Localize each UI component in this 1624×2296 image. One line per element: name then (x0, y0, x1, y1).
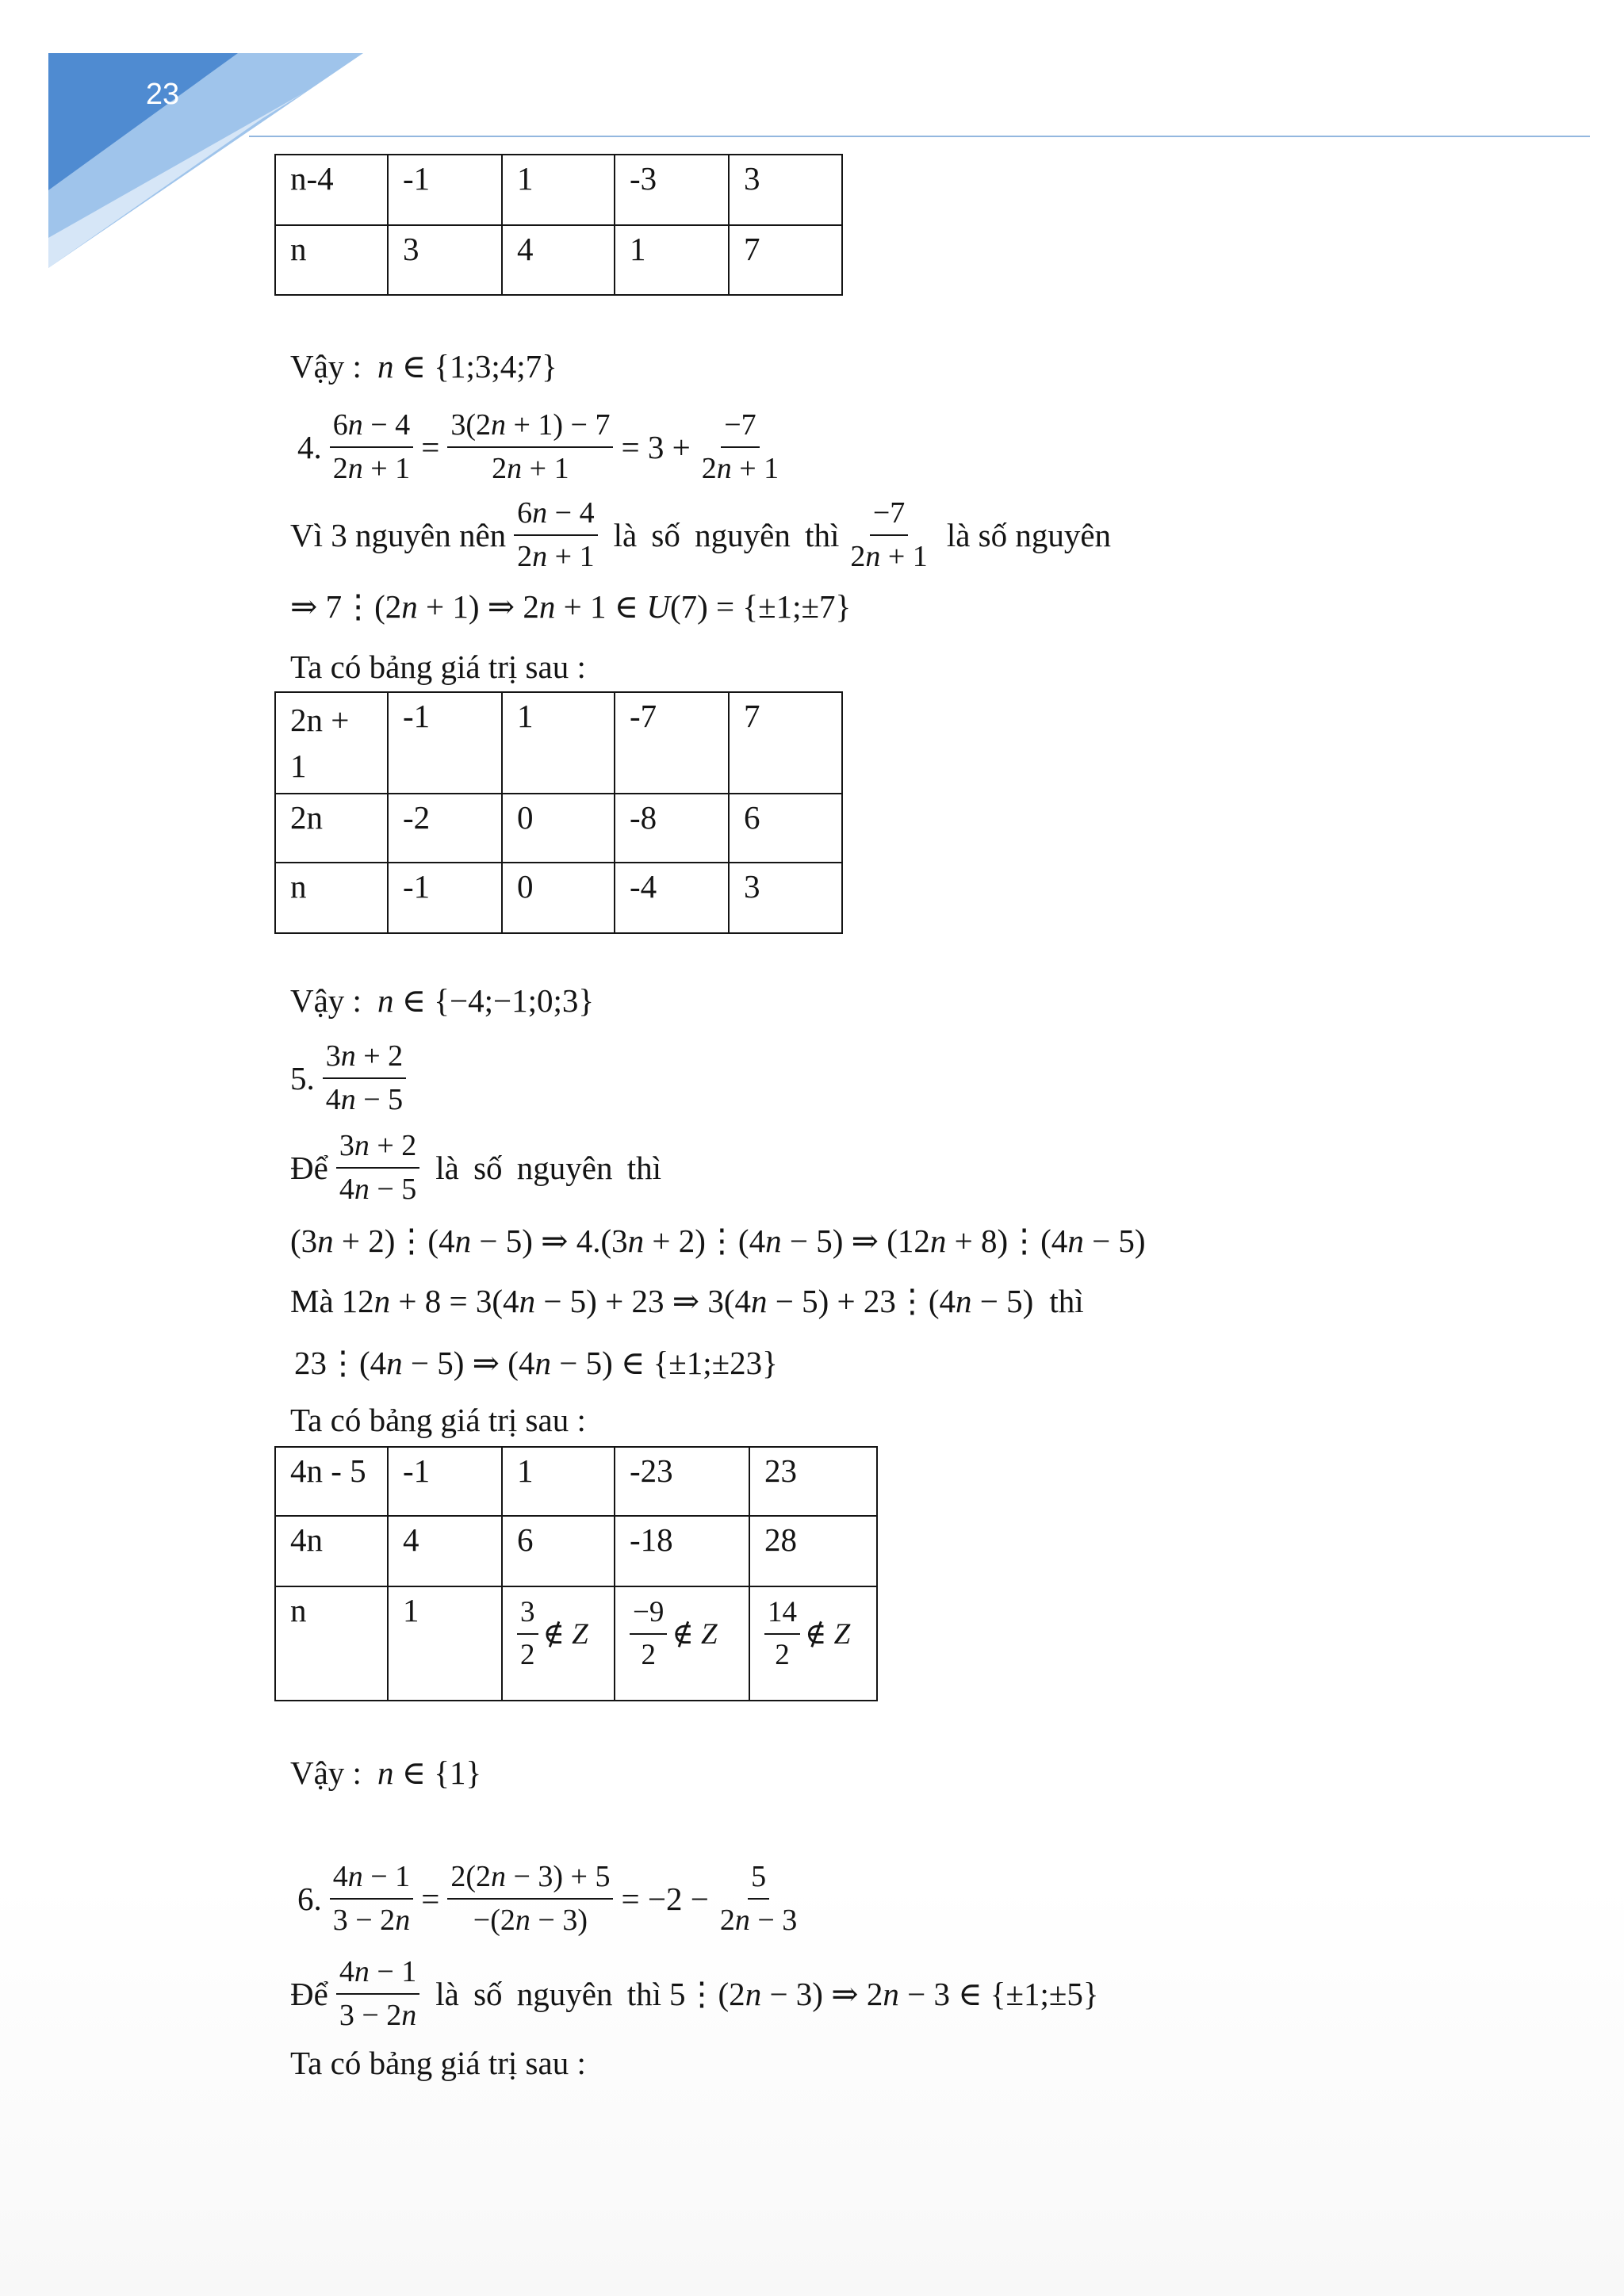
table-cell: 7 (729, 225, 842, 295)
equation-operator: = (421, 429, 440, 465)
table-cell: 6 (729, 794, 842, 863)
step-math: 23⋮(4n − 5) ⇒ (4n − 5) ∈ {±1;±23} (294, 1345, 778, 1381)
fraction-numerator: 3n + 2 (323, 1037, 406, 1079)
fraction-numerator: −7 (870, 494, 908, 536)
fraction (847, 494, 930, 577)
problem-6-equation (297, 1855, 808, 1942)
conclusion-set: n ∈ {−4;−1;0;3} (377, 982, 595, 1019)
table-row (275, 155, 842, 225)
table-intro-text: Ta có bảng giá trị sau : (290, 2045, 586, 2081)
table-cell: 7 (729, 692, 842, 794)
table-intro-text: Ta có bảng giá trị sau : (290, 649, 586, 685)
condition-text: là số nguyên thì (435, 1976, 662, 2012)
fraction-denominator: −(2n − 3) (473, 1904, 588, 1937)
equation-operator: = 3 + (621, 429, 691, 465)
not-integer-note: ∉ Z (805, 1617, 851, 1651)
fraction (336, 1953, 419, 2036)
fraction-denominator: 4n − 5 (325, 1083, 404, 1116)
table-cell: 4 (388, 1516, 502, 1586)
conclusion-label: Vậy : (290, 982, 362, 1019)
reason-text: Vì 3 nguyên nên (290, 517, 507, 553)
table-cell: -7 (615, 692, 729, 794)
problem-4-reason (290, 492, 1111, 579)
fraction-numerator: 2(2n − 3) + 5 (447, 1858, 613, 1900)
table-cell: n (275, 863, 388, 933)
fraction (717, 1858, 800, 1941)
fraction-denominator: 2 (775, 1639, 790, 1672)
table-cell: 3 (729, 863, 842, 933)
step-text: Mà (290, 1283, 334, 1319)
table-row (275, 794, 842, 863)
fraction (764, 1594, 800, 1674)
fraction-numerator: 3(2n + 1) − 7 (447, 406, 613, 448)
equation-operator: = −2 − (621, 1881, 709, 1917)
table-cell: 3 (388, 225, 502, 295)
fraction (447, 406, 613, 489)
table-cell (502, 1586, 615, 1701)
table-cell: -4 (615, 863, 729, 933)
fraction (330, 406, 413, 489)
table-row (275, 692, 842, 794)
table-cell: -2 (388, 794, 502, 863)
table-intro (290, 645, 586, 689)
fraction-denominator: 2n + 1 (850, 540, 928, 573)
table-cell: 0 (502, 794, 615, 863)
problem-number: 4. (297, 429, 322, 465)
conclusion-line (290, 1751, 481, 1795)
table-cell: 1 (388, 1586, 502, 1701)
table-cell: 1 (502, 692, 615, 794)
table-cell (615, 1586, 749, 1701)
table-row (275, 1586, 877, 1701)
fraction-numerator: 6n − 4 (330, 406, 413, 448)
table-row (275, 225, 842, 295)
table-cell: 1 (502, 155, 615, 225)
fraction-denominator: 2n + 1 (701, 452, 779, 485)
table-row (275, 1447, 877, 1516)
condition-text: Để (290, 1976, 328, 2012)
reason-text: là số nguyên (946, 517, 1112, 553)
problem-5-step-3 (294, 1341, 778, 1385)
fraction-numerator: −9 (630, 1594, 667, 1635)
table-cell: 23 (749, 1447, 877, 1516)
table-cell: -8 (615, 794, 729, 863)
value-table-1 (274, 154, 843, 296)
conclusion-line (290, 978, 594, 1023)
fraction (517, 1594, 538, 1674)
table-row (275, 863, 842, 933)
fraction (699, 406, 782, 489)
fraction (336, 1127, 419, 1210)
table-cell: 0 (502, 863, 615, 933)
table-intro-text: Ta có bảng giá trị sau : (290, 1402, 586, 1438)
table-cell: 3 (729, 155, 842, 225)
value-table-2 (274, 691, 843, 934)
table-intro (290, 2041, 586, 2085)
table-cell: -1 (388, 692, 502, 794)
step-math: (3n + 2)⋮(4n − 5) ⇒ 4.(3n + 2)⋮(4n − 5) ⇒ (12n + 8)⋮(4n − 5) (290, 1223, 1146, 1259)
table-cell: n (275, 225, 388, 295)
fraction-numerator: 4n − 1 (330, 1858, 413, 1900)
fraction (447, 1858, 613, 1941)
table-cell: -1 (388, 155, 502, 225)
fraction (330, 1858, 413, 1941)
table-row (275, 1516, 877, 1586)
condition-text: Để (290, 1150, 328, 1186)
fraction (323, 1037, 406, 1120)
non-integer-value (764, 1594, 850, 1674)
header-rule (249, 136, 1590, 137)
table-cell: 2n (275, 794, 388, 863)
table-cell: -1 (388, 1447, 502, 1516)
problem-5-expression (290, 1035, 414, 1122)
table-intro (290, 1398, 586, 1442)
fraction-denominator: 4n − 5 (339, 1173, 417, 1206)
condition-text: là số nguyên thì (435, 1150, 662, 1186)
problem-5-condition (290, 1124, 661, 1211)
fraction-numerator: 14 (764, 1594, 800, 1635)
not-integer-note: ∉ Z (542, 1617, 588, 1651)
table-cell-text: 2n + 1 (290, 702, 350, 784)
step-math: 12n + 8 = 3(4n − 5) + 23 ⇒ 3(4n − 5) + 23⋮(4n − 5) (341, 1283, 1034, 1319)
table-cell: -23 (615, 1447, 749, 1516)
fraction-numerator: 3n + 2 (336, 1127, 419, 1169)
table-cell: -18 (615, 1516, 749, 1586)
step-text: thì (1049, 1283, 1084, 1319)
problem-4-equation (297, 404, 790, 491)
table-cell: 28 (749, 1516, 877, 1586)
fraction-denominator: 2 (520, 1639, 535, 1672)
fraction-denominator: 2n + 1 (492, 452, 569, 485)
problem-number: 6. (297, 1881, 322, 1917)
equation-operator: = (421, 1881, 440, 1917)
fraction-numerator: 6n − 4 (514, 494, 597, 536)
fraction-denominator: 2n + 1 (332, 452, 411, 485)
conclusion-set: n ∈ {1;3;4;7} (377, 348, 557, 385)
table-cell (749, 1586, 877, 1701)
conclusion-line (290, 344, 557, 388)
non-integer-value (517, 1594, 588, 1674)
table-cell (275, 692, 388, 794)
conclusion-set: n ∈ {1} (377, 1755, 482, 1791)
fraction-denominator: 2 (641, 1639, 656, 1672)
fraction (514, 494, 597, 577)
conclusion-label: Vậy : (290, 348, 362, 385)
fraction-denominator: 2n − 3 (719, 1904, 798, 1937)
table-cell: n (275, 1586, 388, 1701)
problem-5-step-1 (290, 1219, 1146, 1263)
reason-text: là số nguyên thì (613, 517, 840, 553)
page-number: 23 (145, 78, 180, 111)
problem-6-condition (290, 1950, 1099, 2038)
fraction-denominator: 3 − 2n (339, 1999, 417, 2032)
table-cell: 1 (615, 225, 729, 295)
condition-math: 5⋮(2n − 3) ⇒ 2n − 3 ∈ {±1;±5} (669, 1976, 1099, 2012)
fraction-numerator: 5 (748, 1858, 769, 1900)
fraction-denominator: 2n + 1 (517, 540, 595, 573)
fraction-denominator: 3 − 2n (332, 1904, 411, 1937)
fraction-numerator: 3 (517, 1594, 538, 1635)
problem-number: 5. (290, 1060, 315, 1096)
table-cell: 1 (502, 1447, 615, 1516)
table-cell: 4 (502, 225, 615, 295)
fraction (630, 1594, 667, 1674)
non-integer-value (630, 1594, 718, 1674)
problem-4-implication (290, 584, 851, 629)
fraction-numerator: −7 (721, 406, 759, 448)
conclusion-label: Vậy : (290, 1755, 362, 1791)
value-table-3 (274, 1446, 878, 1701)
implication-math: ⇒ 7⋮(2n + 1) ⇒ 2n + 1 ∈ U(7) = {±1;±7} (290, 588, 852, 625)
table-cell: n-4 (275, 155, 388, 225)
not-integer-note: ∉ Z (672, 1617, 718, 1651)
problem-5-step-2 (290, 1279, 1084, 1323)
table-cell: 4n (275, 1516, 388, 1586)
table-cell: -1 (388, 863, 502, 933)
table-cell: -3 (615, 155, 729, 225)
fraction-numerator: 4n − 1 (336, 1953, 419, 1995)
table-cell: 4n - 5 (275, 1447, 388, 1516)
table-cell: 6 (502, 1516, 615, 1586)
